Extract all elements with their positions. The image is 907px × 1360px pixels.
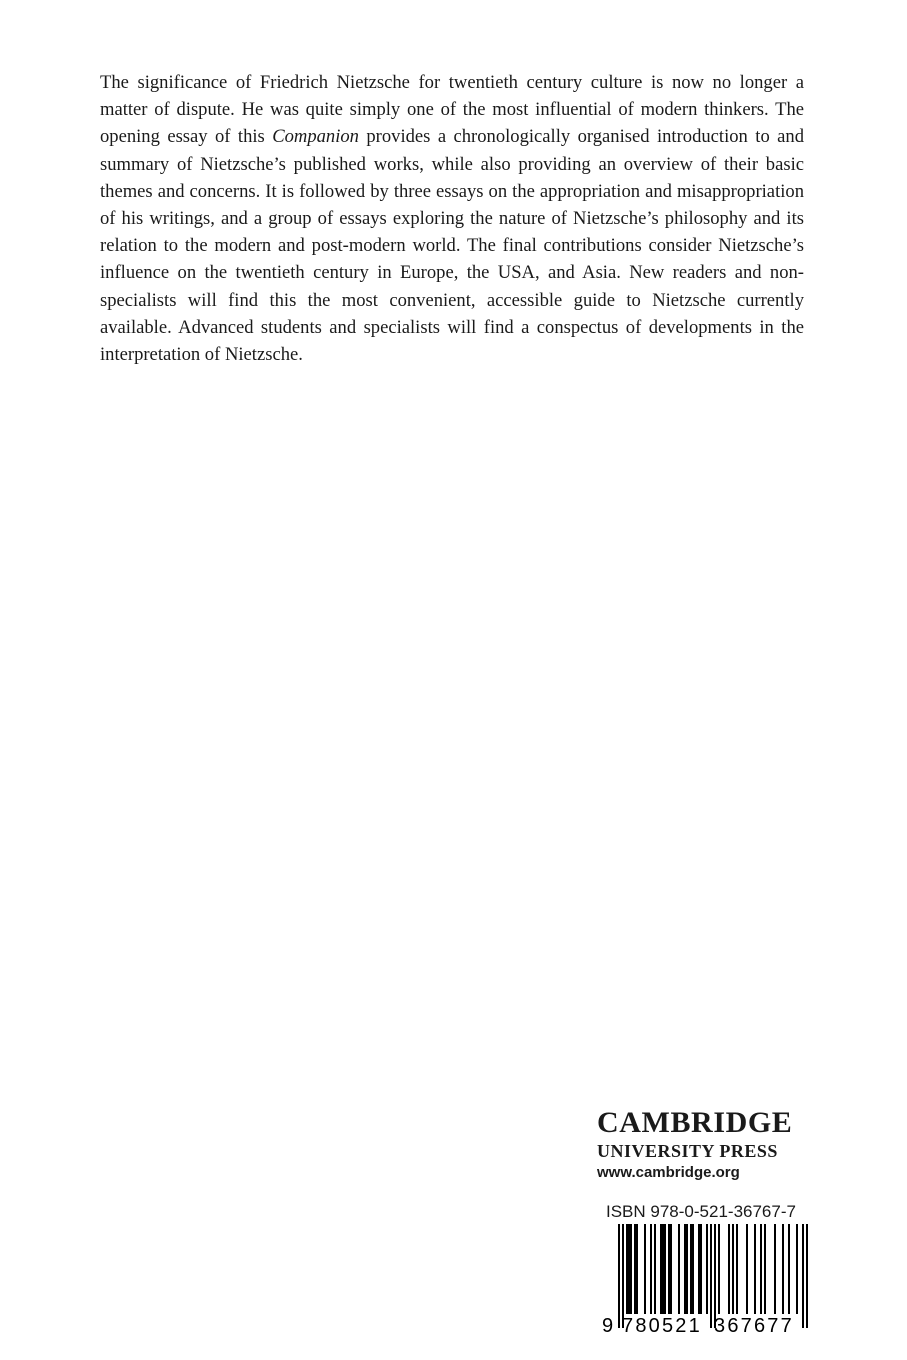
publisher-url: www.cambridge.org <box>597 1164 740 1181</box>
barcode-bar <box>746 1224 748 1314</box>
barcode-bar <box>650 1224 652 1314</box>
barcode-guard-bar <box>714 1224 716 1328</box>
barcode-bar <box>754 1224 756 1314</box>
barcode <box>602 1224 812 1336</box>
barcode-guard-bar <box>622 1224 624 1328</box>
barcode-bar <box>636 1224 638 1314</box>
barcode-guard-bar <box>710 1224 712 1328</box>
barcode-bar <box>664 1224 666 1314</box>
barcode-bar <box>634 1224 636 1314</box>
barcode-bar <box>668 1224 670 1314</box>
barcode-bar <box>788 1224 790 1314</box>
barcode-bar <box>628 1224 630 1314</box>
barcode-bar <box>774 1224 776 1314</box>
barcode-bar <box>662 1224 664 1314</box>
barcode-bar <box>690 1224 692 1314</box>
barcode-bar <box>760 1224 762 1314</box>
barcode-digit-first: 9 <box>602 1315 614 1336</box>
description-blurb <box>100 69 804 368</box>
barcode-bar <box>782 1224 784 1314</box>
publisher-logo <box>597 1107 837 1182</box>
barcode-bar <box>700 1224 702 1314</box>
blurb-text-end: provides a chronologically organised introduction to and summary of Nietzsche’s published works, while also providing an overview of their basic themes and concerns. It is followed by three essays on the appropriation and misappropriation of his writings, and a group of essays exploring the nature of Nietzsche’s philosophy and its relation to the modern and post-modern world. The final contributions consider Nietzsche’s influence on the twentieth century in Europe, the USA, and Asia. New readers and non-specialists will find this the most convenient, accessible guide to Nietzsche currently available. Advanced students and specialists will find a conspectus of developments in the interpretation of Nietzsche. <box>100 126 804 366</box>
barcode-bar <box>698 1224 700 1314</box>
barcode-bar <box>736 1224 738 1314</box>
barcode-bar <box>684 1224 686 1314</box>
barcode-bar <box>630 1224 632 1314</box>
barcode-guard-bar <box>806 1224 808 1328</box>
barcode-bar <box>660 1224 662 1314</box>
barcode-bar <box>706 1224 708 1314</box>
publisher-name: CAMBRIDGE <box>597 1106 793 1139</box>
barcode-digits-right: 367677 <box>714 1315 794 1336</box>
barcode-bar <box>764 1224 766 1314</box>
publisher-subtitle: UNIVERSITY PRESS <box>597 1141 778 1161</box>
barcode-bar <box>678 1224 680 1314</box>
barcode-bar <box>686 1224 688 1314</box>
barcode-bar <box>692 1224 694 1314</box>
barcode-bar <box>732 1224 734 1314</box>
barcode-guard-bar <box>618 1224 620 1328</box>
isbn-label: ISBN 978-0-521-36767-7 <box>606 1202 796 1221</box>
barcode-guard-bar <box>802 1224 804 1328</box>
barcode-bar <box>626 1224 628 1314</box>
barcode-bar <box>654 1224 656 1314</box>
barcode-bar <box>644 1224 646 1314</box>
barcode-digits-left: 780521 <box>622 1315 702 1336</box>
blurb-text-start: The significance of Friedrich Nietzsche for twentieth century culture is now no longer a matter of dispute. He was quite simply one of the most influential of modern thinkers. The opening essay of this <box>100 72 804 148</box>
barcode-bar <box>670 1224 672 1314</box>
barcode-bar <box>796 1224 798 1314</box>
barcode-bar <box>728 1224 730 1314</box>
blurb-companion-title: Companion <box>272 126 359 148</box>
barcode-bar <box>718 1224 720 1314</box>
barcode-bars <box>618 1224 808 1328</box>
